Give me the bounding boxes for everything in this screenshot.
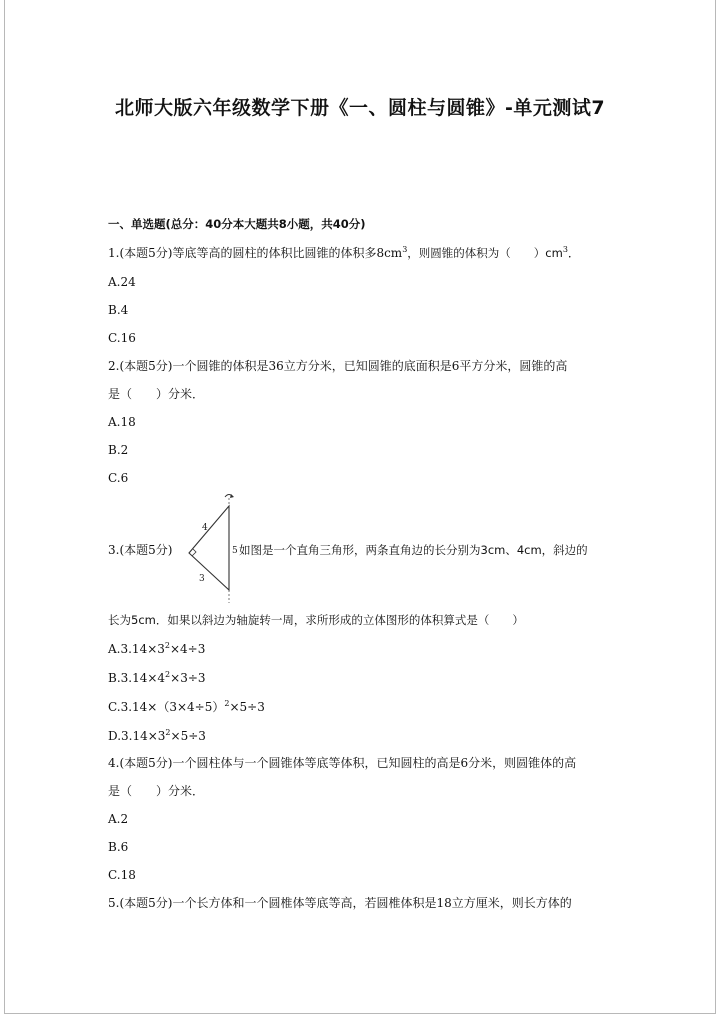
question-3-stem-line-1: 如图是一个直角三角形，两条直角边的长分别为3cm、4cm，斜边的 (239, 543, 588, 557)
question-2-option-c[interactable]: C.6 (108, 471, 129, 485)
question-1-option-a[interactable]: A.24 (108, 275, 136, 289)
question-3-option-d[interactable] (108, 728, 206, 744)
question-2-stem-line-2: 是（ ）分米． (108, 387, 205, 401)
question-2-option-a[interactable]: A.18 (108, 415, 136, 429)
page-title: 北师大版六年级数学下册《一、圆柱与圆锥》-单元测试7 (114, 97, 606, 119)
question-1-option-b[interactable]: B.4 (108, 303, 129, 317)
question-3-stem-line-2: 长为5cm．如果以斜边为轴旋转一周，求所形成的立体图形的体积算式是（ ） (108, 613, 524, 627)
page-border (4, 0, 716, 1014)
figure-label-5: 5 (232, 546, 238, 556)
option-b-text: B.3.14×4 (108, 671, 166, 685)
option-a-sup: 2 (164, 641, 170, 650)
option-d-sup: 2 (165, 728, 171, 737)
question-1-text-a: 1.(本题5分)等底等高的圆柱的体积比圆锥的体积多8cm (108, 246, 403, 260)
option-c-text: C.3.14×（3×4÷5） (108, 700, 225, 714)
triangle-shape (189, 506, 229, 590)
question-1-sup-b: 3 (562, 245, 568, 254)
question-2-option-b[interactable]: B.2 (108, 443, 129, 457)
question-3-prefix: 3.(本题5分) (108, 543, 173, 557)
question-1-stem (108, 245, 580, 261)
option-b-sup: 2 (165, 670, 171, 679)
question-2-stem-line-1: 2.(本题5分)一个圆锥的体积是36立方分米，已知圆锥的底面积是6平方分米，圆锥的高 (108, 359, 568, 373)
option-c-sup: 2 (224, 699, 230, 708)
question-4-option-c[interactable]: C.18 (108, 868, 136, 882)
option-b-rest: ×3÷3 (170, 671, 206, 685)
right-triangle-figure (183, 491, 243, 603)
option-d-text: D.3.14×3 (108, 729, 166, 743)
section-heading: 一、单选题(总分：40分本大题共8小题，共40分) (108, 217, 366, 231)
right-angle-marker (192, 549, 196, 556)
question-4-stem-line-2: 是（ ）分米． (108, 784, 205, 798)
question-1-text-c: ． (567, 246, 580, 260)
option-a-text: A.3.14×3 (108, 642, 165, 656)
option-c-rest: ×5÷3 (229, 700, 265, 714)
question-3-option-b[interactable] (108, 670, 206, 686)
question-1-option-c[interactable]: C.16 (108, 331, 136, 345)
question-1-text-b: ，则圆锥的体积为（ ）cm (407, 246, 563, 260)
option-a-rest: ×4÷3 (169, 642, 206, 656)
question-4-stem-line-1: 4.(本题5分)一个圆柱体与一个圆锥体等底等体积，已知圆柱的高是6分米，则圆锥体的高 (108, 756, 577, 770)
question-3-option-c[interactable] (108, 699, 265, 715)
option-d-rest: ×5÷3 (170, 729, 206, 743)
question-5-stem-line-1: 5.(本题5分)一个长方体和一个圆椎体等底等高，若圆椎体积是18立方厘米，则长方体的 (108, 896, 572, 910)
figure-label-4: 4 (202, 523, 208, 533)
figure-label-3: 3 (199, 574, 205, 584)
question-4-option-a[interactable]: A.2 (108, 812, 129, 826)
question-1-sup-a: 3 (402, 245, 408, 254)
question-3-option-a[interactable] (108, 641, 205, 657)
question-4-option-b[interactable]: B.6 (108, 840, 129, 854)
